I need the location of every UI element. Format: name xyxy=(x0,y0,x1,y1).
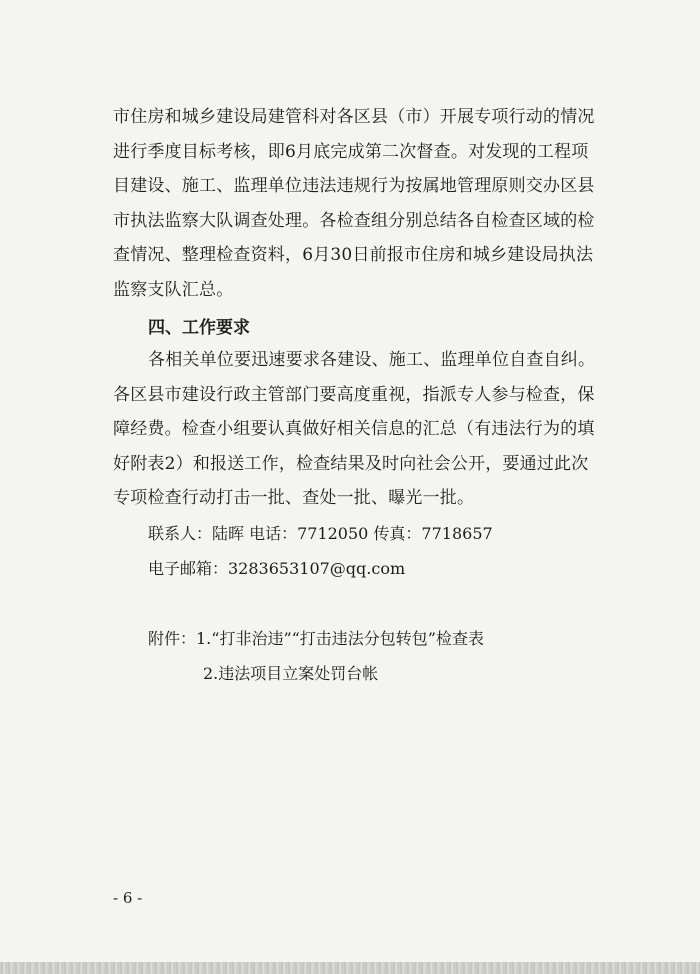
contact-line: 联系人：陆晖 电话：7712050 传真：7718657 xyxy=(148,524,493,543)
paragraph-work-requirements: 各相关单位要迅速要求各建设、施工、监理单位自查自纠。各区县市建设行政主管部门要高度重视，指派专人参与检查，保障经费。检查小组要认真做好相关信息的汇总（有违法行为的填好附表2）和报送工作，检查结果及时向社会公开，要通过此次专项检查行动打击一批、查处一批、曝光一批。 xyxy=(113,350,596,508)
email-line: 电子邮箱：3283653107@qq.com xyxy=(148,559,406,578)
page-number: - 6 - xyxy=(113,889,143,907)
attachment-item-2: 2.违法项目立案处罚台帐 xyxy=(203,664,379,683)
scan-edge-artifact xyxy=(0,962,700,974)
paragraph-inspection-assessment: 市住房和城乡建设局建管科对各区县（市）开展专项行动的情况进行季度目标考核，即6月底完成第二次督查。对发现的工程项目建设、施工、监理单位违法违规行为按属地管理原则交办区县市执法监察大队调查处理。各检查组分别总结各自检查区域的检查情况、整理检查资料，6月30日前报市住房和城乡建设局执法监察支队汇总。 xyxy=(113,107,595,300)
section-heading-work-requirements: 四、工作要求 xyxy=(148,318,250,338)
attachment-item-1: 附件：1.“打非治违”“打击违法分包转包”检查表 xyxy=(148,629,484,648)
